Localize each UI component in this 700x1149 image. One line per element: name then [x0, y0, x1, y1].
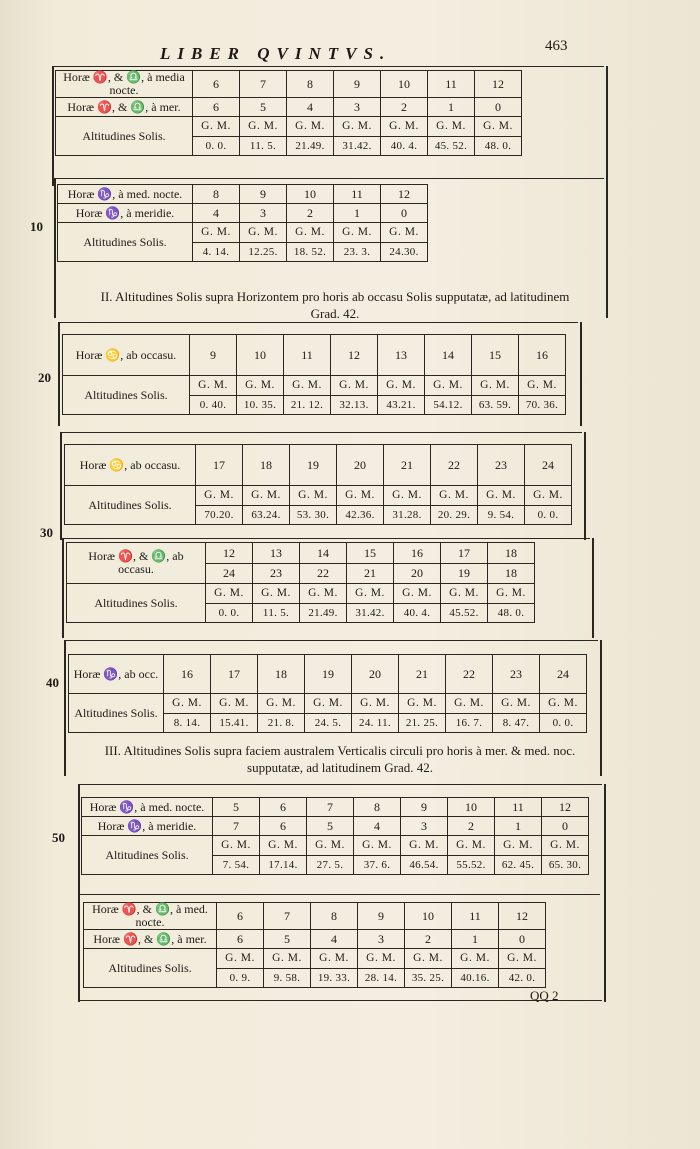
altitude-value: 37. 6.	[354, 855, 401, 875]
hour-cell: 16	[164, 655, 211, 694]
gm-header: G. M.	[290, 486, 337, 506]
hour-cell: 19	[305, 655, 352, 694]
hour-cell: 13	[253, 543, 300, 564]
altitude-value: 9. 58.	[264, 968, 311, 988]
hour-cell: 0	[475, 98, 522, 117]
altitude-value: 4. 14.	[193, 242, 240, 262]
gm-header: G. M.	[334, 223, 381, 243]
altitude-value: 70. 36.	[519, 395, 566, 415]
gm-header: G. M.	[307, 836, 354, 856]
hour-cell: 0	[499, 930, 546, 949]
gm-header: G. M.	[495, 836, 542, 856]
altitude-value: 21. 12.	[284, 395, 331, 415]
hour-cell: 11	[495, 798, 542, 817]
rule	[80, 1000, 602, 1001]
section-heading	[95, 288, 575, 322]
altitude-value: 11. 5.	[253, 603, 300, 623]
hour-cell: 20	[352, 655, 399, 694]
hour-cell: 8	[354, 798, 401, 817]
gm-header: G. M.	[381, 223, 428, 243]
altitude-label: Altitudines Solis.	[65, 486, 196, 525]
gm-header: G. M.	[253, 584, 300, 604]
gm-header: G. M.	[378, 376, 425, 396]
gm-header: G. M.	[399, 694, 446, 714]
gm-header: G. M.	[287, 223, 334, 243]
gm-header: G. M.	[206, 584, 253, 604]
gm-header: G. M.	[384, 486, 431, 506]
altitude-value: 8. 47.	[493, 713, 540, 733]
hour-cell: 12	[475, 71, 522, 98]
gm-header: G. M.	[193, 117, 240, 137]
section-number: III.	[104, 743, 121, 758]
gm-header: G. M.	[525, 486, 572, 506]
gm-header: G. M.	[347, 584, 394, 604]
gm-header: G. M.	[488, 584, 535, 604]
altitude-value: 54.12.	[425, 395, 472, 415]
hour-cell: 7	[213, 817, 260, 836]
hour-cell: 6	[260, 817, 307, 836]
hour-cell: 2	[381, 98, 428, 117]
altitude-value: 35. 25.	[405, 968, 452, 988]
gm-header: G. M.	[193, 223, 240, 243]
hour-cell: 3	[240, 204, 287, 223]
hour-cell: 18	[488, 563, 535, 584]
hour-cell: 15	[472, 335, 519, 376]
altitude-value: 24. 11.	[352, 713, 399, 733]
altitude-table-6	[68, 654, 587, 733]
altitude-label: Altitudines Solis.	[69, 694, 164, 733]
hour-cell: 10	[237, 335, 284, 376]
altitude-value: 48. 0.	[475, 136, 522, 156]
altitude-value: 20. 29.	[431, 505, 478, 525]
hour-cell: 3	[358, 930, 405, 949]
altitude-value: 24.30.	[381, 242, 428, 262]
hour-cell: 2	[448, 817, 495, 836]
hour-cell: 6	[260, 798, 307, 817]
hour-cell: 9	[190, 335, 237, 376]
hour-cell: 6	[217, 930, 264, 949]
hour-cell: 19	[441, 563, 488, 584]
hour-cell: 7	[307, 798, 354, 817]
gm-header: G. M.	[260, 836, 307, 856]
gm-header: G. M.	[448, 836, 495, 856]
running-head: LIBER QVINTVS.	[160, 44, 392, 63]
altitude-value: 19. 33.	[311, 968, 358, 988]
gm-header: G. M.	[190, 376, 237, 396]
hour-cell: 17	[211, 655, 258, 694]
gm-header: G. M.	[472, 376, 519, 396]
hour-cell: 11	[452, 903, 499, 930]
hour-cell: 4	[354, 817, 401, 836]
hour-cell: 9	[401, 798, 448, 817]
altitude-value: 12.25.	[240, 242, 287, 262]
hour-cell: 12	[542, 798, 589, 817]
gm-header: G. M.	[428, 117, 475, 137]
hour-cell: 10	[405, 903, 452, 930]
hour-cell: 4	[193, 204, 240, 223]
hour-cell: 8	[287, 71, 334, 98]
hour-cell: 20	[337, 445, 384, 486]
altitude-label: Altitudines Solis.	[63, 376, 190, 415]
gm-header: G. M.	[240, 223, 287, 243]
hour-cell: 13	[378, 335, 425, 376]
altitude-value: 32.13.	[331, 395, 378, 415]
altitude-label: Altitudines Solis.	[84, 949, 217, 988]
section-text: Altitudines Solis supra faciem australem Verticalis circuli pro horis à mer. & med. noc. supputatæ, ad latitudinem Grad. 42.	[123, 743, 576, 775]
gm-header: G. M.	[475, 117, 522, 137]
gm-header: G. M.	[452, 949, 499, 969]
line-number: 40	[46, 675, 59, 690]
hour-cell: 12	[331, 335, 378, 376]
altitude-value: 18. 52.	[287, 242, 334, 262]
altitude-label: Altitudines Solis.	[82, 836, 213, 875]
gm-header: G. M.	[217, 949, 264, 969]
rule	[78, 784, 602, 785]
hour-cell: 8	[193, 185, 240, 204]
hour-cell: 5	[213, 798, 260, 817]
gm-header: G. M.	[164, 694, 211, 714]
hour-cell: 11	[284, 335, 331, 376]
line-number: 50	[52, 830, 65, 845]
hour-cell: 0	[542, 817, 589, 836]
altitude-value: 45.52.	[441, 603, 488, 623]
altitude-value: 21. 25.	[399, 713, 446, 733]
rule	[80, 894, 600, 895]
gm-header: G. M.	[305, 694, 352, 714]
altitude-value: 17.14.	[260, 855, 307, 875]
hour-cell: 23	[493, 655, 540, 694]
hour-cell: 6	[193, 98, 240, 117]
rule	[64, 640, 598, 641]
altitude-value: 40.16.	[452, 968, 499, 988]
gm-header: G. M.	[352, 694, 399, 714]
hour-cell: 6	[193, 71, 240, 98]
hour-cell: 7	[264, 903, 311, 930]
hour-cell: 17	[196, 445, 243, 486]
gm-header: G. M.	[334, 117, 381, 137]
hour-cell: 5	[307, 817, 354, 836]
altitude-label: Altitudines Solis.	[67, 584, 206, 623]
hour-cell: 21	[399, 655, 446, 694]
section-text: Altitudines Solis supra Horizontem pro horis ab occasu Solis supputatæ, ad latitudinem Grad. 42.	[115, 289, 570, 321]
gm-header: G. M.	[542, 836, 589, 856]
hour-label: Horæ ♈, & ♎, à media nocte.	[56, 71, 193, 98]
altitude-value: 42. 0.	[499, 968, 546, 988]
hour-cell: 8	[311, 903, 358, 930]
altitude-value: 11. 5.	[240, 136, 287, 156]
hour-cell: 20	[394, 563, 441, 584]
altitude-value: 0. 0.	[206, 603, 253, 623]
altitude-table-7	[81, 797, 589, 875]
hour-cell: 12	[381, 185, 428, 204]
hour-cell: 21	[347, 563, 394, 584]
gm-header: G. M.	[405, 949, 452, 969]
hour-cell: 6	[217, 903, 264, 930]
altitude-value: 0. 0.	[525, 505, 572, 525]
altitude-value: 42.36.	[337, 505, 384, 525]
hour-cell: 16	[519, 335, 566, 376]
gm-header: G. M.	[358, 949, 405, 969]
hour-cell: 12	[206, 543, 253, 564]
altitude-value: 31.42.	[334, 136, 381, 156]
altitude-value: 46.54.	[401, 855, 448, 875]
hour-label: Horæ ♋, ab occasu.	[63, 335, 190, 376]
altitude-value: 43.21.	[378, 395, 425, 415]
hour-cell: 4	[287, 98, 334, 117]
gm-header: G. M.	[264, 949, 311, 969]
gm-header: G. M.	[337, 486, 384, 506]
hour-label: Horæ ♋, ab occasu.	[65, 445, 196, 486]
gm-header: G. M.	[540, 694, 587, 714]
altitude-value: 21. 8.	[258, 713, 305, 733]
hour-cell: 16	[394, 543, 441, 564]
altitude-value: 7. 54.	[213, 855, 260, 875]
gm-header: G. M.	[446, 694, 493, 714]
altitude-value: 21.49.	[287, 136, 334, 156]
hour-cell: 12	[499, 903, 546, 930]
hour-cell: 2	[287, 204, 334, 223]
altitude-value: 0. 40.	[190, 395, 237, 415]
hour-cell: 22	[300, 563, 347, 584]
altitude-table-8	[83, 902, 546, 988]
altitude-value: 23. 3.	[334, 242, 381, 262]
altitude-value: 31.42.	[347, 603, 394, 623]
hour-cell: 22	[431, 445, 478, 486]
section-heading	[90, 742, 590, 776]
hour-cell: 5	[264, 930, 311, 949]
gm-header: G. M.	[394, 584, 441, 604]
altitude-value: 9. 54.	[478, 505, 525, 525]
gm-header: G. M.	[381, 117, 428, 137]
altitude-value: 65. 30.	[542, 855, 589, 875]
altitude-value: 24. 5.	[305, 713, 352, 733]
altitude-value: 40. 4.	[381, 136, 428, 156]
hour-cell: 24	[525, 445, 572, 486]
hour-label: Horæ ♈, & ♎, à mer.	[84, 930, 217, 949]
hour-cell: 10	[381, 71, 428, 98]
altitude-value: 62. 45.	[495, 855, 542, 875]
gm-header: G. M.	[287, 117, 334, 137]
hour-cell: 4	[311, 930, 358, 949]
hour-cell: 18	[258, 655, 305, 694]
gm-header: G. M.	[431, 486, 478, 506]
gm-header: G. M.	[243, 486, 290, 506]
altitude-value: 70.20.	[196, 505, 243, 525]
gm-header: G. M.	[196, 486, 243, 506]
altitude-value: 40. 4.	[394, 603, 441, 623]
gm-header: G. M.	[300, 584, 347, 604]
hour-cell: 7	[240, 71, 287, 98]
rule	[52, 66, 604, 67]
altitude-value: 48. 0.	[488, 603, 535, 623]
hour-label: Horæ ♈, & ♎, ab occasu.	[67, 543, 206, 584]
altitude-table-1	[55, 70, 522, 156]
hour-cell: 10	[287, 185, 334, 204]
altitude-value: 0. 9.	[217, 968, 264, 988]
hour-cell: 21	[384, 445, 431, 486]
hour-cell: 24	[540, 655, 587, 694]
hour-label: Horæ ♈, & ♎, à med. nocte.	[84, 903, 217, 930]
altitude-value: 10. 35.	[237, 395, 284, 415]
hour-cell: 3	[401, 817, 448, 836]
gm-header: G. M.	[240, 117, 287, 137]
hour-label: Horæ ♈, & ♎, à mer.	[56, 98, 193, 117]
hour-cell: 11	[428, 71, 475, 98]
hour-cell: 15	[347, 543, 394, 564]
gm-header: G. M.	[354, 836, 401, 856]
hour-label: Horæ ♑, à meridie.	[82, 817, 213, 836]
hour-cell: 9	[358, 903, 405, 930]
hour-cell: 18	[243, 445, 290, 486]
gm-header: G. M.	[311, 949, 358, 969]
hour-cell: 10	[448, 798, 495, 817]
altitude-value: 31.28.	[384, 505, 431, 525]
altitude-label: Altitudines Solis.	[58, 223, 193, 262]
rule	[58, 322, 578, 323]
altitude-value: 55.52.	[448, 855, 495, 875]
altitude-value: 0. 0.	[193, 136, 240, 156]
hour-cell: 9	[240, 185, 287, 204]
hour-cell: 1	[334, 204, 381, 223]
altitude-value: 63.24.	[243, 505, 290, 525]
altitude-table-5	[66, 542, 535, 623]
gm-header: G. M.	[237, 376, 284, 396]
rule	[54, 178, 604, 179]
hour-cell: 22	[446, 655, 493, 694]
altitude-value: 16. 7.	[446, 713, 493, 733]
hour-label: Horæ ♑, ab occ.	[69, 655, 164, 694]
section-number: II.	[100, 289, 113, 304]
gm-header: G. M.	[425, 376, 472, 396]
gm-header: G. M.	[499, 949, 546, 969]
altitude-value: 0. 0.	[540, 713, 587, 733]
altitude-table-2	[57, 184, 428, 262]
signature-mark: QQ 2	[530, 988, 559, 1003]
hour-cell: 1	[452, 930, 499, 949]
hour-cell: 1	[495, 817, 542, 836]
hour-cell: 19	[290, 445, 337, 486]
hour-cell: 17	[441, 543, 488, 564]
hour-cell: 11	[334, 185, 381, 204]
hour-cell: 5	[240, 98, 287, 117]
page-number: 463	[545, 38, 568, 54]
altitude-table-4	[64, 444, 572, 525]
hour-cell: 1	[428, 98, 475, 117]
gm-header: G. M.	[519, 376, 566, 396]
line-number: 10	[30, 219, 43, 234]
gm-header: G. M.	[211, 694, 258, 714]
altitude-value: 63. 59.	[472, 395, 519, 415]
altitude-table-3	[62, 334, 566, 415]
gm-header: G. M.	[401, 836, 448, 856]
gm-header: G. M.	[258, 694, 305, 714]
gm-header: G. M.	[284, 376, 331, 396]
hour-cell: 0	[381, 204, 428, 223]
hour-cell: 2	[405, 930, 452, 949]
line-number: 20	[38, 370, 51, 385]
gm-header: G. M.	[331, 376, 378, 396]
hour-cell: 14	[300, 543, 347, 564]
altitude-value: 45. 52.	[428, 136, 475, 156]
hour-cell: 23	[478, 445, 525, 486]
rule	[62, 538, 590, 539]
hour-cell: 24	[206, 563, 253, 584]
line-number: 30	[40, 525, 53, 540]
altitude-label: Altitudines Solis.	[56, 117, 193, 156]
altitude-value: 8. 14.	[164, 713, 211, 733]
altitude-value: 28. 14.	[358, 968, 405, 988]
hour-label: Horæ ♑, à med. nocte.	[58, 185, 193, 204]
hour-label: Horæ ♑, à meridie.	[58, 204, 193, 223]
altitude-value: 27. 5.	[307, 855, 354, 875]
altitude-value: 21.49.	[300, 603, 347, 623]
gm-header: G. M.	[441, 584, 488, 604]
gm-header: G. M.	[493, 694, 540, 714]
altitude-value: 53. 30.	[290, 505, 337, 525]
gm-header: G. M.	[478, 486, 525, 506]
hour-label: Horæ ♑, à med. nocte.	[82, 798, 213, 817]
hour-cell: 9	[334, 71, 381, 98]
altitude-value: 15.41.	[211, 713, 258, 733]
hour-cell: 14	[425, 335, 472, 376]
hour-cell: 3	[334, 98, 381, 117]
hour-cell: 23	[253, 563, 300, 584]
gm-header: G. M.	[213, 836, 260, 856]
hour-cell: 18	[488, 543, 535, 564]
rule	[60, 432, 582, 433]
